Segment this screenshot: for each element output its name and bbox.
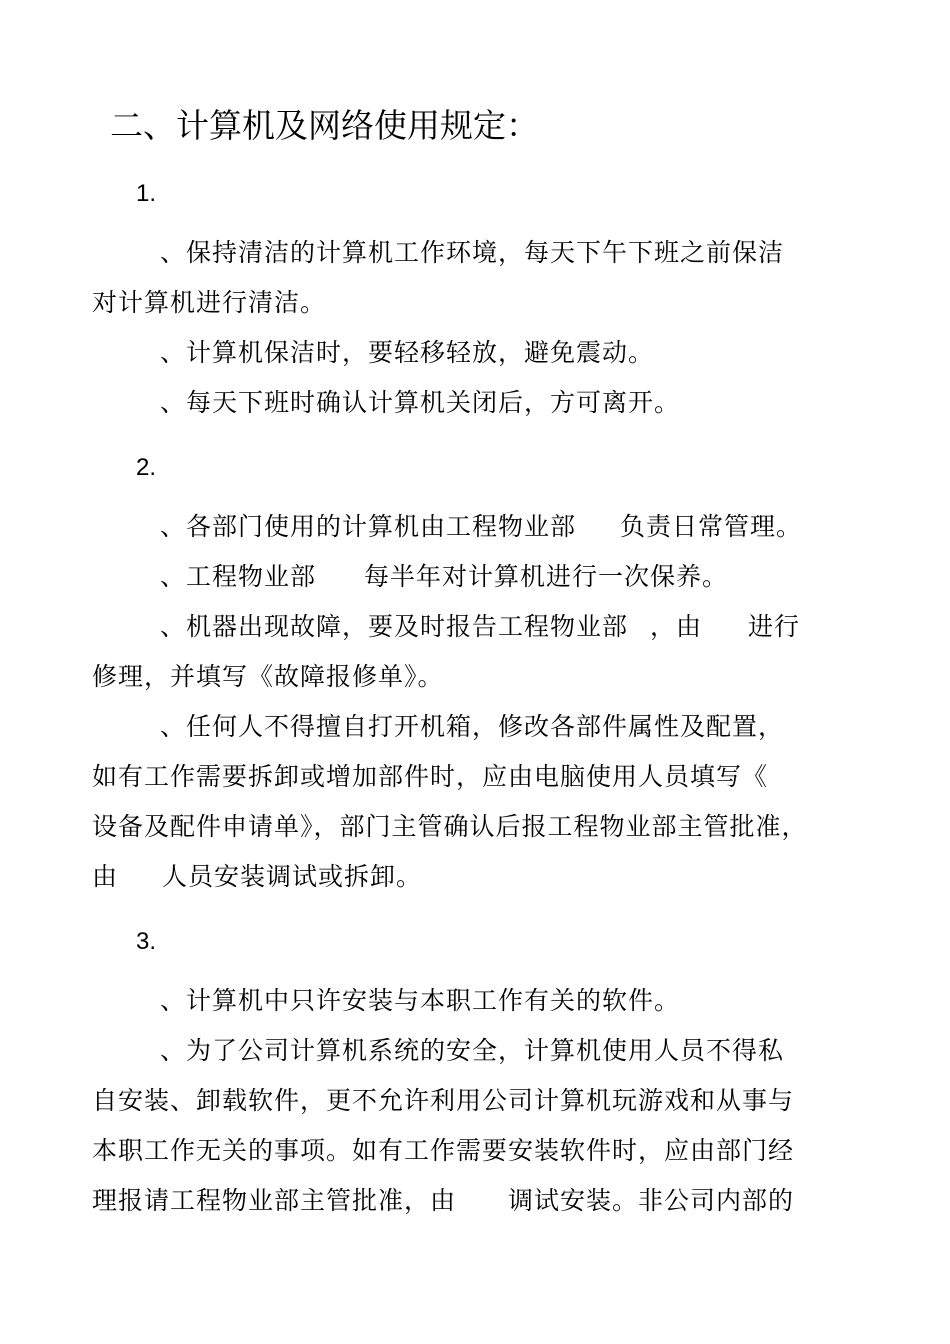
text-segment: 进行 (748, 612, 801, 641)
section-number-2: 2. (136, 454, 157, 481)
text-segment: 人员安装调试或拆卸。 (162, 862, 423, 891)
paragraph-line (160, 560, 728, 594)
paragraph-line: 对计算机进行清洁。 (92, 288, 327, 317)
paragraph-line: 、计算机保洁时，要轻移轻放，避免震动。 (160, 338, 655, 367)
paragraph-line: 、计算机中只许安装与本职工作有关的软件。 (160, 986, 681, 1015)
text-segment: 每半年对计算机进行一次保养。 (364, 562, 729, 591)
paragraph-line: 本职工作无关的事项。如有工作需要安装软件时，应由部门经 (92, 1136, 795, 1165)
text-segment: 由 (92, 862, 119, 891)
paragraph-line: 、每天下班时确认计算机关闭后，方可离开。 (160, 388, 681, 417)
text-segment: ，由 (650, 612, 703, 641)
paragraph-line (160, 610, 800, 644)
paragraph-line: 修理，并填写《故障报修单》。 (92, 662, 444, 691)
text-segment: 负责日常管理。 (620, 512, 803, 541)
text-segment: 调试安装。非公司内部的 (508, 1186, 795, 1215)
paragraph-line: 自安装、卸载软件，更不允许利用公司计算机玩游戏和从事与 (92, 1086, 795, 1115)
section-number-1: 1. (136, 180, 157, 207)
paragraph-line: 、任何人不得擅自打开机箱，修改各部件属性及配置， (160, 712, 785, 741)
paragraph-line (92, 860, 422, 894)
text-segment: 、工程物业部 (160, 562, 317, 591)
paragraph-line: 、为了公司计算机系统的安全，计算机使用人员不得私 (160, 1036, 785, 1065)
text-segment: 理报请工程物业部主管批准，由 (92, 1186, 457, 1215)
text-segment: 、机器出现故障，要及时报告工程物业部 (160, 612, 629, 641)
text-segment: 、各部门使用的计算机由工程物业部 (160, 512, 577, 541)
paragraph-line: 设备及配件申请单》，部门主管确认后报工程物业部主管批准， (92, 812, 808, 841)
paragraph-line (160, 510, 802, 544)
section-number-3: 3. (136, 928, 157, 955)
page-title: 二、计算机及网络使用规定： (110, 106, 539, 145)
paragraph-line: 如有工作需要拆卸或增加部件时，应由电脑使用人员填写《 (92, 762, 769, 791)
paragraph-line (92, 1184, 794, 1218)
paragraph-line: 、保持清洁的计算机工作环境，每天下午下班之前保洁 (160, 238, 785, 267)
